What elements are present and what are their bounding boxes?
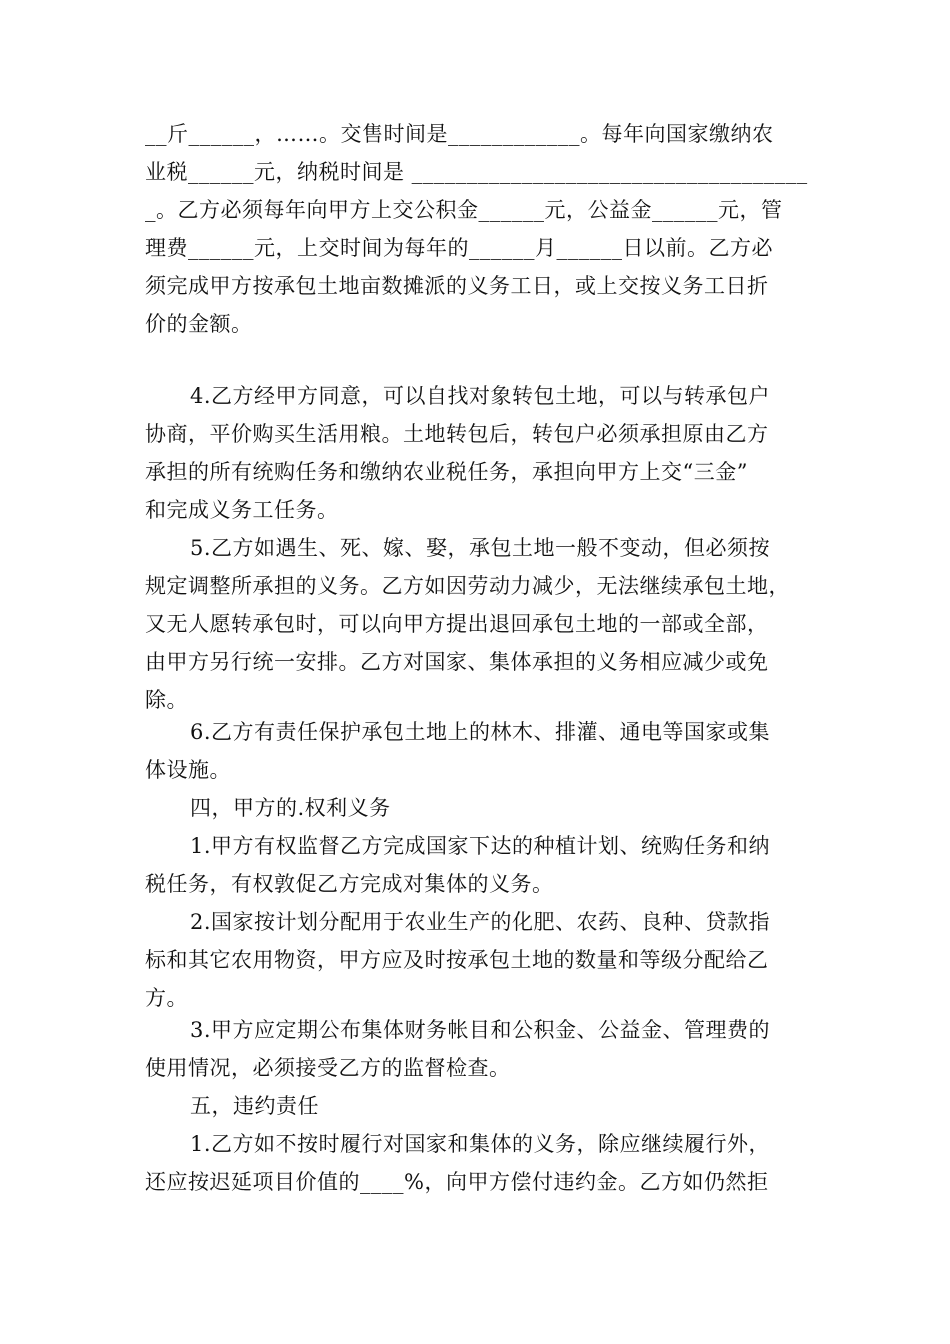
paragraph-start: 2.国家按计划分配用于农业生产的化肥、农药、良种、贷款指 [190,910,771,934]
text-line: 和完成义务工任务。 [145,498,339,522]
text-line: 还应按迟延项目价值的____%，向甲方偿付违约金。乙方如仍然拒 [145,1170,769,1194]
text-line: 业税______元，纳税时间是 ____________________________________ [145,160,808,184]
text-line: 价的金额。 [145,312,253,336]
text-line: 方。 [145,986,188,1010]
text-line: _。乙方必须每年向甲方上交公积金______元，公益金______元，管 [145,198,783,222]
text-line: __斤______，……。交售时间是____________。每年向国家缴纳农 [145,122,774,146]
paragraph-start: 6.乙方有责任保护承包土地上的林木、排灌、通电等国家或集 [190,720,771,744]
text-line: 体设施。 [145,758,231,782]
paragraph-start: 5.乙方如遇生、死、嫁、娶，承包土地一般不变动，但必须按 [190,536,771,560]
paragraph-start: 3.甲方应定期公布集体财务帐目和公积金、公益金、管理费的 [190,1018,771,1042]
text-line: 税任务，有权敦促乙方完成对集体的义务。 [145,872,554,896]
paragraph-start: 4.乙方经甲方同意，可以自找对象转包土地，可以与转承包户 [190,384,771,408]
text-line: 又无人愿转承包时，可以向甲方提出退回承包土地的一部或全部， [145,612,769,636]
text-line: 协商，平价购买生活用粮。土地转包后，转包户必须承担原由乙方 [145,422,769,446]
text-line: 除。 [145,688,188,712]
text-line: 由甲方另行统一安排。乙方对国家、集体承担的义务相应减少或免 [145,650,769,674]
text-line: 理费______元，上交时间为每年的______月______日以前。乙方必 [145,236,773,260]
paragraph-start: 1.甲方有权监督乙方完成国家下达的种植计划、统购任务和纳 [190,834,771,858]
text-line: 承担的所有统购任务和缴纳农业税任务，承担向甲方上交“三金” [145,460,748,484]
paragraph-start: 1.乙方如不按时履行对国家和集体的义务，除应继续履行外， [190,1132,771,1156]
text-line: 标和其它农用物资，甲方应及时按承包土地的数量和等级分配给乙 [145,948,769,972]
text-line: 使用情况，必须接受乙方的监督检查。 [145,1056,511,1080]
text-line: 须完成甲方按承包土地亩数摊派的义务工日，或上交按义务工日折 [145,274,769,298]
text-line: 规定调整所承担的义务。乙方如因劳动力减少，无法继续承包土地， [145,574,790,598]
section-heading: 五，违约责任 [190,1094,319,1118]
section-heading: 四，甲方的.权利义务 [190,796,391,820]
